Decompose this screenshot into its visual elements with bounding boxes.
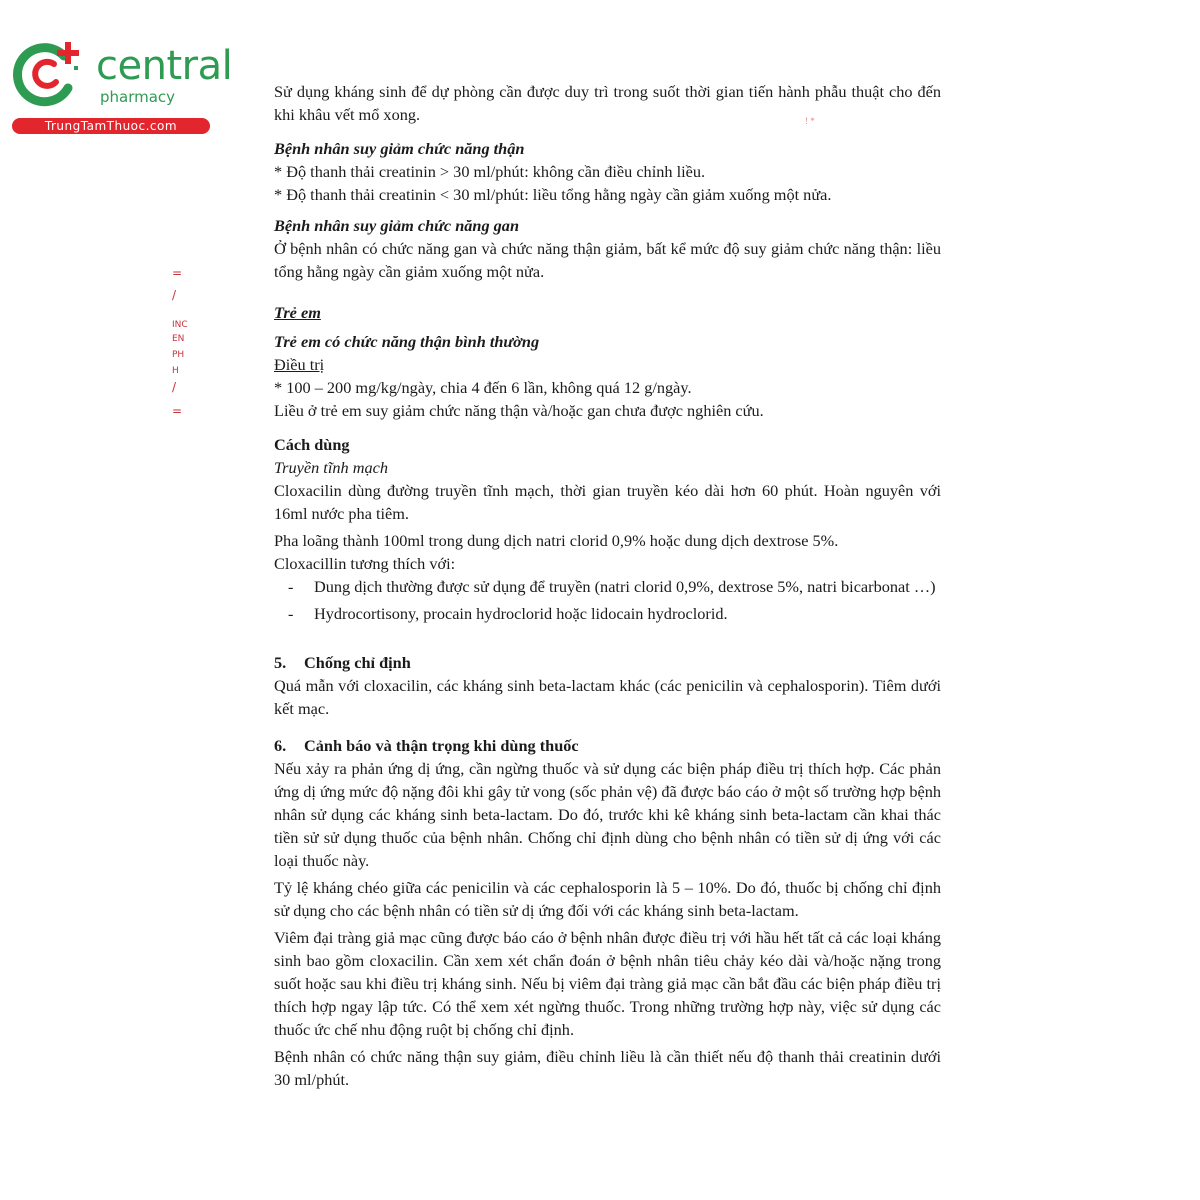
scan-mark: ! * <box>805 116 815 126</box>
logo-subtitle: pharmacy <box>100 88 176 106</box>
margin-mark: / <box>172 380 177 394</box>
paragraph-hepatic: Ở bệnh nhân có chức năng gan và chức năng thận giảm, bất kể mức độ suy giảm chức năng thận: liều tổng hằng ngày cần giảm xuống một nửa. <box>274 239 941 281</box>
paragraph-warnings-3: Viêm đại tràng giả mạc cũng được báo cáo ở bệnh nhân được điều trị với hầu hết tất cả các loại kháng sinh bao gồm cloxacilin. Cần xem xét chẩn đoán ở bệnh nhân tiêu chảy kéo dài và/hoặc nặng trong suốt hoặc sau khi điều trị kháng sinh. Nếu bị viêm đại tràng giả mạc cần bắt đầu các biện pháp điều trị thích hợp ngay lập tức. Có thể xem xét ngừng thuốc. Trong những trường hợp này, việc sử dụng các thuốc ức chế nhu động ruột bị chống chỉ định. <box>274 928 941 1039</box>
label-treatment: Điều trị <box>274 355 325 374</box>
paragraph-warnings-2: Tỷ lệ kháng chéo giữa các penicilin và các cephalosporin là 5 – 10%. Do đó, thuốc bị chống chỉ định sử dụng cho các bệnh nhân có tiền sử dị ứng đối với các kháng sinh beta-lactam. <box>274 878 941 920</box>
subheading-iv-infusion: Truyền tĩnh mạch <box>274 458 388 477</box>
section-title: Cảnh báo và thận trọng khi dùng thuốc <box>304 736 579 755</box>
pharmacy-cross-logo-icon <box>10 38 90 108</box>
logo-brand-name: central <box>96 43 233 89</box>
renal-item-1: * Độ thanh thải creatinin > 30 ml/phút: không cần điều chỉnh liều. <box>274 162 706 181</box>
central-pharmacy-logo <box>10 38 233 138</box>
margin-mark: INC <box>172 320 188 330</box>
margin-mark: = <box>172 404 183 418</box>
heading-children-normal-renal: Trẻ em có chức năng thận bình thường <box>274 332 540 351</box>
paragraph-warnings-1: Nếu xảy ra phản ứng dị ứng, cần ngừng thuốc và sử dụng các biện pháp điều trị thích hợp. Các phản ứng dị ứng mức độ nặng đôi khi gây tử vong (sốc phản vệ) đã được báo cáo ở một số trường hợp bệnh nhân sử dụng các kháng sinh beta-lactam. Do đó, trước khi kê kháng sinh beta-lactam cần khai thác tiền sử sử dụng thuốc của bệnh nhân. Chống chỉ định dùng cho bệnh nhân có tiền sử dị ứng với các loại thuốc này. <box>274 759 941 870</box>
list-item: - Hydrocortisony, procain hydroclorid hoặc lidocain hydroclorid. <box>274 602 941 625</box>
paragraph-admin-1: Cloxacilin dùng đường truyền tĩnh mạch, thời gian truyền kéo dài hơn 60 phút. Hoàn nguyên với 16ml nước pha tiêm. <box>274 481 941 523</box>
paragraph-contraindications: Quá mẫn với cloxacilin, các kháng sinh beta-lactam khác (các penicilin và cephalosporin). Tiêm dưới kết mạc. <box>274 676 941 718</box>
list-item: - Dung dịch thường được sử dụng để truyền (natri clorid 0,9%, dextrose 5%, natri bicarbonat …) <box>274 575 941 598</box>
compatibility-list <box>274 575 941 625</box>
margin-stamp-marks <box>172 268 202 428</box>
treatment-item-1: * 100 – 200 mg/kg/ngày, chia 4 đến 6 lần, không quá 12 g/ngày. <box>274 378 692 397</box>
margin-mark: EN <box>172 334 185 344</box>
section-number: 5. <box>274 653 287 672</box>
margin-mark: = <box>172 266 183 280</box>
heading-administration: Cách dùng <box>274 435 350 454</box>
document-body <box>274 80 941 1091</box>
margin-mark: H <box>172 366 179 376</box>
section-number: 6. <box>274 736 287 755</box>
heading-section-5 <box>274 651 941 674</box>
heading-hepatic-impairment: Bệnh nhân suy giảm chức năng gan <box>274 216 519 235</box>
heading-section-6 <box>274 734 941 757</box>
margin-mark: PH <box>172 350 185 360</box>
logo-website: TrungTamThuoc.com <box>12 118 210 134</box>
margin-mark: / <box>172 288 177 302</box>
renal-item-2: * Độ thanh thải creatinin < 30 ml/phút: liều tổng hằng ngày cần giảm xuống một nửa. <box>274 185 832 204</box>
paragraph-admin-2: Pha loãng thành 100ml trong dung dịch natri clorid 0,9% hoặc dung dịch dextrose 5%. <box>274 531 839 550</box>
heading-children: Trẻ em <box>274 303 321 322</box>
treatment-item-2: Liều ở trẻ em suy giảm chức năng thận và/hoặc gan chưa được nghiên cứu. <box>274 401 764 420</box>
paragraph-admin-3: Cloxacillin tương thích với: <box>274 554 456 573</box>
paragraph-warnings-4: Bệnh nhân có chức năng thận suy giảm, điều chỉnh liều là cần thiết nếu độ thanh thải creatinin dưới 30 ml/phút. <box>274 1047 941 1089</box>
heading-renal-impairment: Bệnh nhân suy giảm chức năng thận <box>274 139 525 158</box>
section-title: Chống chỉ định <box>304 653 411 672</box>
paragraph-prophylaxis: Sử dụng kháng sinh để dự phòng cần được duy trì trong suốt thời gian tiến hành phẫu thuật cho đến khi khâu vết mổ xong. <box>274 82 941 124</box>
